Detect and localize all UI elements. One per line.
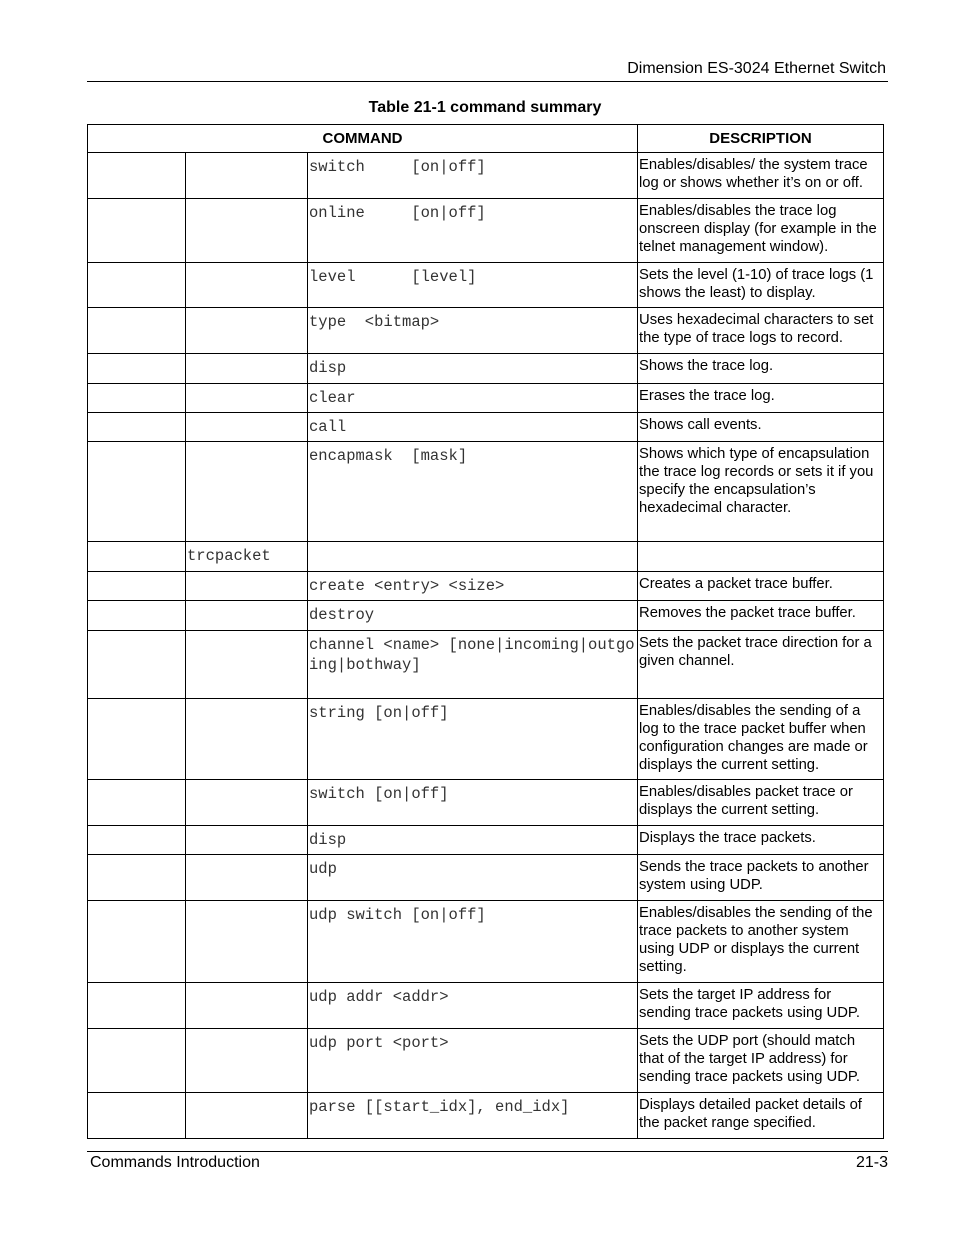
- description-cell: Creates a packet trace buffer.: [638, 572, 884, 601]
- command-syntax-cell: level [level]: [308, 263, 638, 308]
- command-level-2-cell: [186, 384, 308, 413]
- command-level-1-cell: [88, 780, 186, 826]
- command-syntax-cell: channel <name> [none|incoming|outgoing|bothway]: [308, 631, 638, 699]
- command-syntax-cell: type <bitmap>: [308, 308, 638, 354]
- command-level-1-cell: [88, 826, 186, 855]
- command-level-1-cell: [88, 1093, 186, 1139]
- description-cell: Sends the trace packets to another system using UDP.: [638, 855, 884, 901]
- description-cell: Displays the trace packets.: [638, 826, 884, 855]
- command-syntax-cell: string [on|off]: [308, 699, 638, 780]
- description-cell: Removes the packet trace buffer.: [638, 601, 884, 631]
- command-level-1-cell: [88, 542, 186, 572]
- description-cell: Shows which type of encapsulation the trace log records or sets it if you specify the encapsulation’s hexadecimal character.: [638, 442, 884, 542]
- description-cell: Shows the trace log.: [638, 354, 884, 384]
- command-syntax-cell: encapmask [mask]: [308, 442, 638, 542]
- command-level-2-cell: [186, 572, 308, 601]
- table-row: [88, 199, 884, 263]
- description-cell: Enables/disables the sending of the trace packets to another system using UDP or displays the current setting.: [638, 901, 884, 983]
- table-row: [88, 354, 884, 384]
- description-cell: Enables/disables packet trace or displays the current setting.: [638, 780, 884, 826]
- command-syntax-cell: udp addr <addr>: [308, 983, 638, 1029]
- command-level-2-cell: [186, 413, 308, 442]
- footer-section-title: Commands Introduction: [90, 1154, 260, 1171]
- command-level-1-cell: [88, 199, 186, 263]
- command-level-1-cell: [88, 601, 186, 631]
- table-row: [88, 780, 884, 826]
- command-level-1-cell: [88, 901, 186, 983]
- table-header-row: [88, 125, 884, 153]
- column-header-command: COMMAND: [88, 125, 638, 153]
- table-row: [88, 601, 884, 631]
- command-level-2-cell: [186, 308, 308, 354]
- command-level-1-cell: [88, 308, 186, 354]
- command-syntax-cell: [308, 542, 638, 572]
- command-level-1-cell: [88, 855, 186, 901]
- table-row: [88, 1029, 884, 1093]
- table-row: [88, 308, 884, 354]
- command-level-1-cell: [88, 263, 186, 308]
- command-syntax-cell: clear: [308, 384, 638, 413]
- command-level-2-cell: [186, 901, 308, 983]
- column-header-description: DESCRIPTION: [638, 125, 884, 153]
- table-row: [88, 572, 884, 601]
- table-row: [88, 263, 884, 308]
- command-syntax-cell: switch [on|off]: [308, 780, 638, 826]
- command-level-1-cell: [88, 983, 186, 1029]
- command-level-1-cell: [88, 153, 186, 199]
- description-cell: Shows call events.: [638, 413, 884, 442]
- command-level-2-cell: [186, 153, 308, 199]
- command-level-1-cell: [88, 413, 186, 442]
- command-level-2-cell: [186, 631, 308, 699]
- description-cell: Sets the UDP port (should match that of the target IP address) for sending trace packets using UDP.: [638, 1029, 884, 1093]
- command-level-2-cell: [186, 1093, 308, 1139]
- command-level-1-cell: [88, 699, 186, 780]
- command-level-2-cell: [186, 601, 308, 631]
- command-syntax-cell: destroy: [308, 601, 638, 631]
- table-row: [88, 542, 884, 572]
- command-level-2-cell: [186, 1029, 308, 1093]
- description-cell: Sets the packet trace direction for a given channel.: [638, 631, 884, 699]
- description-cell: Displays detailed packet details of the packet range specified.: [638, 1093, 884, 1139]
- command-level-1-cell: [88, 442, 186, 542]
- command-level-2-cell: [186, 780, 308, 826]
- table-row: [88, 699, 884, 780]
- table-row: [88, 855, 884, 901]
- table-row: [88, 631, 884, 699]
- command-level-2-cell: [186, 442, 308, 542]
- table-row: [88, 983, 884, 1029]
- description-cell: Enables/disables the sending of a log to the trace packet buffer when configuration changes are made or displays the current setting.: [638, 699, 884, 780]
- table-caption: Table 21-1 command summary: [368, 99, 602, 116]
- command-level-1-cell: [88, 354, 186, 384]
- command-level-2-cell: [186, 199, 308, 263]
- description-cell: [638, 542, 884, 572]
- footer-page-number: 21-3: [855, 1154, 888, 1171]
- table-row: [88, 826, 884, 855]
- command-syntax-cell: disp: [308, 354, 638, 384]
- header-rule: [87, 81, 888, 82]
- command-level-2-cell: [186, 263, 308, 308]
- command-level-2-cell: [186, 983, 308, 1029]
- table-row: [88, 901, 884, 983]
- table-body: [88, 153, 884, 1139]
- command-level-2-cell: [186, 699, 308, 780]
- command-level-2-cell: [186, 826, 308, 855]
- table-row: [88, 1093, 884, 1139]
- command-syntax-cell: online [on|off]: [308, 199, 638, 263]
- command-level-1-cell: [88, 572, 186, 601]
- page-header-title: Dimension ES-3024 Ethernet Switch: [627, 60, 886, 77]
- description-cell: Enables/disables/ the system trace log or shows whether it’s on or off.: [638, 153, 884, 199]
- command-syntax-cell: disp: [308, 826, 638, 855]
- command-syntax-cell: create <entry> <size>: [308, 572, 638, 601]
- table-row: [88, 413, 884, 442]
- command-level-1-cell: [88, 631, 186, 699]
- table-row: [88, 442, 884, 542]
- command-syntax-cell: udp switch [on|off]: [308, 901, 638, 983]
- command-syntax-cell: udp: [308, 855, 638, 901]
- command-syntax-cell: switch [on|off]: [308, 153, 638, 199]
- description-cell: Sets the target IP address for sending trace packets using UDP.: [638, 983, 884, 1029]
- description-cell: Sets the level (1-10) of trace logs (1 shows the least) to display.: [638, 263, 884, 308]
- command-level-2-cell: [186, 855, 308, 901]
- command-syntax-cell: parse [[start_idx], end_idx]: [308, 1093, 638, 1139]
- command-summary-table: [87, 124, 884, 1139]
- command-level-2-cell: [186, 354, 308, 384]
- table-row: [88, 153, 884, 199]
- command-level-2-cell: trcpacket: [186, 542, 308, 572]
- table-row: [88, 384, 884, 413]
- command-level-1-cell: [88, 1029, 186, 1093]
- command-syntax-cell: udp port <port>: [308, 1029, 638, 1093]
- footer-rule: [87, 1151, 888, 1152]
- description-cell: Uses hexadecimal characters to set the type of trace logs to record.: [638, 308, 884, 354]
- description-cell: Enables/disables the trace log onscreen display (for example in the telnet management window).: [638, 199, 884, 263]
- command-level-1-cell: [88, 384, 186, 413]
- command-syntax-cell: call: [308, 413, 638, 442]
- description-cell: Erases the trace log.: [638, 384, 884, 413]
